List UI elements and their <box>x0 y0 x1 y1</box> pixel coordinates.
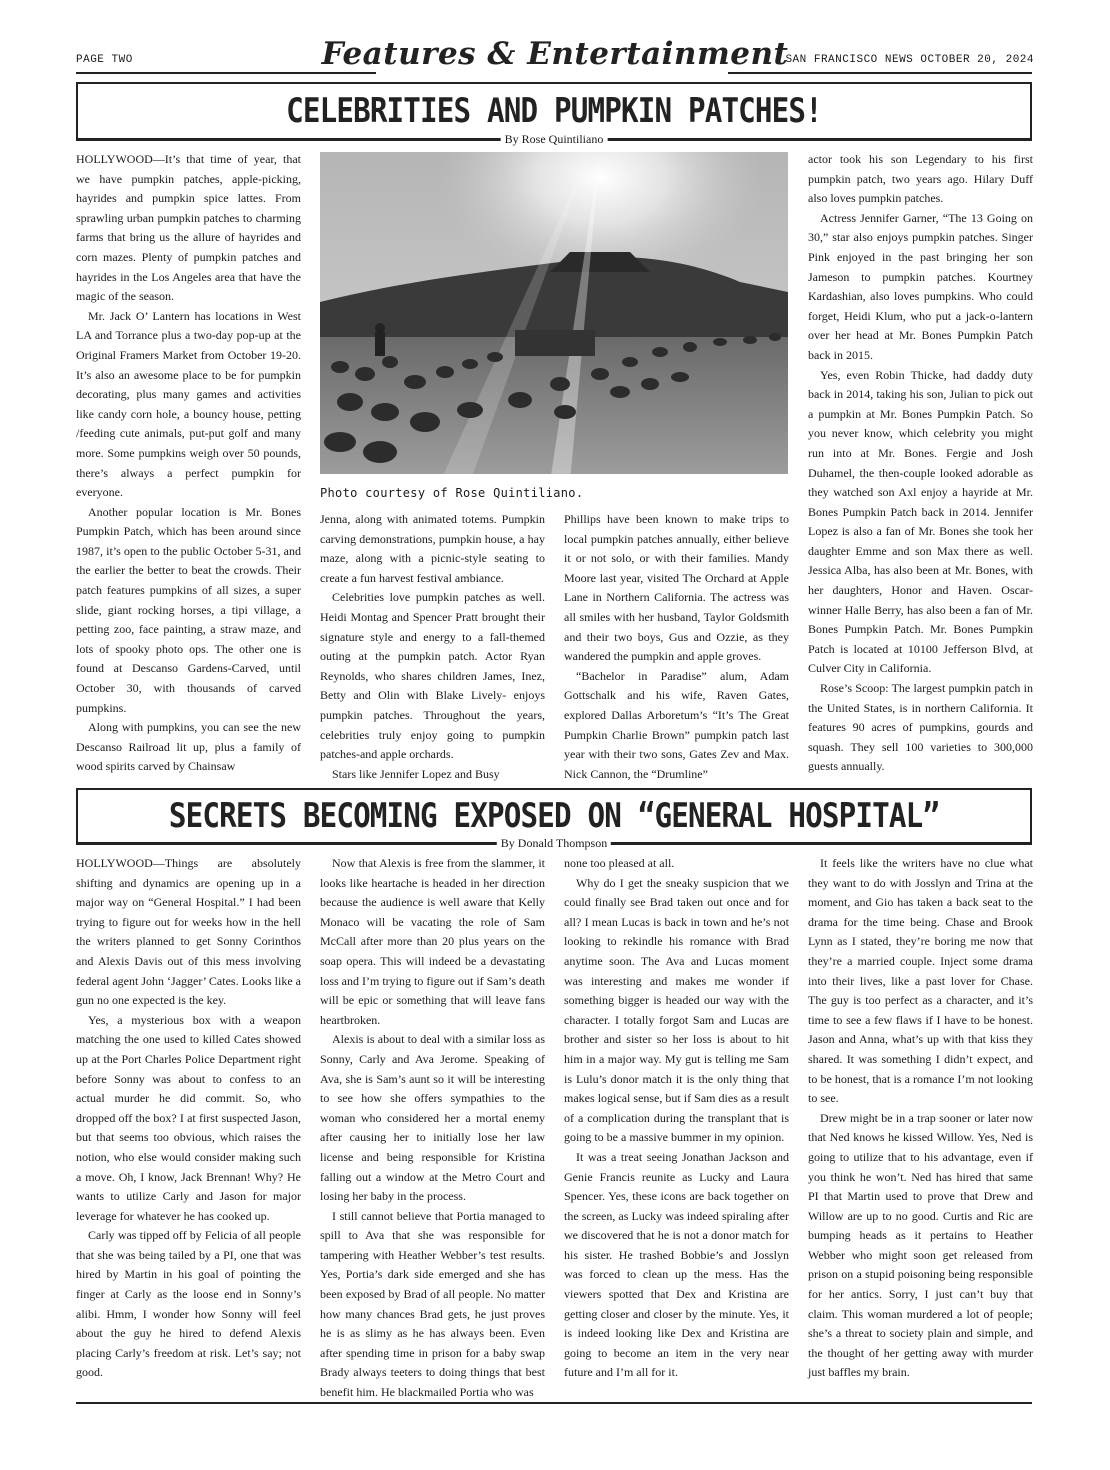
page-label: PAGE TWO <box>76 54 133 66</box>
masthead-rule-left <box>76 72 376 74</box>
paragraph: Carly was tipped off by Felicia of all people that she was being tailed by a PI, one that was hired by Martin in his goal of pointing the finger at Carly as the loose end in Sonny’s alibi. Hmm, I wonder how Sonny will feel about the guy he hired to defend Alexis placing Carly’s freedom at risk. Let’s say; not good. <box>76 1228 301 1380</box>
paragraph: Now that Alexis is free from the slammer, it looks like heartache is headed in her direction because the audience is well aware that Kelly Monaco will be vacating the role of Sam McCall after more than 20 plus years on the soap opera. This will indeed be a devastating loss and I’m trying to figure out if Sam’s death will be epic or something that will leave fans heartbroken. <box>320 856 545 1027</box>
article2-column-2 <box>320 854 545 1403</box>
article2-byline-row <box>76 836 1032 852</box>
paper-dateline: SAN FRANCISCO NEWS OCTOBER 20, 2024 <box>785 54 1034 66</box>
article1-column-2 <box>320 510 545 784</box>
masthead-rule-right <box>728 72 1032 74</box>
paragraph: none too pleased at all. <box>564 856 675 870</box>
paragraph: Along with pumpkins, you can see the new Descanso Railroad lit up, plus a family of wood spirits carved by Chainsaw <box>76 720 301 774</box>
article2-column-1 <box>76 854 301 1383</box>
paragraph: Why do I get the sneaky suspicion that we could finally see Brad taken out once and for all? I mean Lucas is back in town and he’s not looking to rekindle his romance with Brad anytime soon. The Ava and Lucas moment was interesting and makes me wonder if something bigger is headed our way with the character. I totally forgot Sam and Lucas are brother and sister so her loss is about to hit him in a major way. My gut is telling me Sam is Lulu’s donor match it is the only thing that makes logical sense, but if Sam dies as a result of a complication during the transplant that is going to be a massive bummer in my opinion. <box>564 875 789 1145</box>
paragraph: Another popular location is Mr. Bones Pumpkin Patch, which has been around since 1987, it’s open to the public October 5-31, and the earlier the better to beat the crowds. Their patch features pumpkins of all sizes, a super slide, giant rocking horses, a tipi village, a petting zoo, face painting, a straw maze, and lots of spooky photo ops. The other one is found at Descanso Gardens-Carved, until October 30, with thousands of carved pumpkins. <box>76 504 301 715</box>
article2-column-4 <box>808 854 1033 1383</box>
paragraph: Drew might be in a trap sooner or later now that Ned knows he kissed Willow. Yes, Ned is going to utilize that to his advantage, even if you think he won’t. Ned has hired that same PI that Martin used to prove that Drew and Willow are up to no good. Curtis and Ric are bumping heads as it pertains to Heather Webber who might soon get released from prison on a stupid poisoning being responsible for her antics. Sorry, I just can’t buy that claim. This woman murdered a lot of people; she’s a threat to society plain and simple, and the thought of her getting away with murder just baffles my brain. <box>808 1110 1033 1380</box>
paragraph: Alexis is about to deal with a similar loss as Sonny, Carly and Ava Jerome. Speaking of Ava, she is Sam’s aunt so it will be interesting to see how she offers sympathies to the woman who considered her a mortal enemy after causing her to initially lose her law license and being responsible for Kristina falling out a window at the Metro Court and losing her baby in the process. <box>320 1032 545 1204</box>
paragraph: Actress Jennifer Garner, “The 13 Going on 30,” star also enjoys pumpkin patches. Singer Pink enjoyed in the past bringing her son Jameson to pumpkin patches. Kourtney Kardashian, also loves pumpkins. Who could forget, Heidi Klum, who put a jack-o-lantern over her head at Mr. Bones Pumpkin Patch back in 2015. <box>808 210 1033 362</box>
paragraph: I still cannot believe that Portia managed to spill to Ava that she was responsible for tampering with Heather Webber’s test results. Yes, Portia’s dark side emerged and she has been exposed by Brad of all people. No matter how many chances Brad gets, he just proves he is as slimy as he has always been. Even after spending time in prison for a baby swap Brady always teeters to doing things that best benefit him. He blackmailed Portia who was <box>320 1208 545 1400</box>
paragraph: It was a treat seeing Jonathan Jackson and Genie Francis reunite as Lucky and Laura Spencer. Yes, these icons are back together on the screen, as Lucky was indeed spiraling after we discovered that he is not a donor match for his sister. He trashed Bobbie’s and Josslyn was forced to clean up the mess. Has the viewers spotted that Dex and Kristina are getting closer and closer by the minute. Yes, it is indeed looking like Dex and Kristina are going to become an item in the very near future and I’m all for it. <box>564 1149 789 1380</box>
article2-column-3 <box>564 854 789 1383</box>
article1-column-4 <box>808 150 1033 777</box>
article1-column-1 <box>76 150 301 777</box>
article1-byline: By Rose Quintiliano <box>501 132 608 147</box>
paragraph: HOLLYWOOD—Things are absolutely shifting and dynamics are opening up in a major way on “General Hospital.” I had been trying to figure out for weeks how in the hell the writers planned to get Sonny Corinthos and Alexis Davis out of this mess involving federal agent John ‘Jagger’ Cates. Looks like a gun no one expected is the key. <box>76 856 301 1008</box>
pumpkin-patch-photo-image <box>320 152 788 474</box>
pumpkin-patch-photo <box>320 152 788 474</box>
paragraph: Jenna, along with animated totems. Pumpkin carving demonstrations, pumpkin house, a hay maze, along with a picnic-style seating to create a fun harvest festival ambiance. <box>320 512 545 585</box>
article1-headline: CELEBRITIES AND PUMPKIN PATCHES! <box>286 91 822 131</box>
bottom-rule <box>76 1402 1032 1404</box>
photo-caption: Photo courtesy of Rose Quintiliano. <box>320 486 584 500</box>
paragraph: HOLLYWOOD—It’s that time of year, that we have pumpkin patches, apple-picking, hayrides and pumpkin spice lattes. From sprawling urban pumpkin patches to charming farms that bring us the allure of hayrides and corn mazes. Plenty of pumpkin patches and hayrides in the Los Angeles area that have the magic of the season. <box>76 152 301 304</box>
article1-column-3 <box>564 510 789 784</box>
paragraph: Celebrities love pumpkin patches as well. Heidi Montag and Spencer Pratt brought their signature style and energy to a fall-themed outing at the pumpkin patch. Actor Ryan Reynolds, who shares children James, Inez, Betty and Olin with Blake Lively- enjoys pumpkin patches. Throughout the years, celebrities truly enjoy going to pumpkin patches-and apple orchards. <box>320 590 545 762</box>
section-title: Features & Entertainment <box>0 36 1110 72</box>
paragraph: Phillips have been known to make trips to local pumpkin patches annually, either believe it or not solo, or with their families. Mandy Moore last year, visited The Orchard at Apple Lane in Northern California. The actress was all smiles with her husband, Taylor Goldsmith and their two boys, Gus and Ozzie, as they wandered the pumpkin and apple groves. <box>564 512 789 664</box>
article2-byline: By Donald Thompson <box>497 836 611 851</box>
paragraph: Yes, a mysterious box with a weapon matching the one used to killed Cates showed up at the Port Charles Police Department right before Sonny was about to confess to an actual murder he did commit. So, who dropped off the box? I at first suspected Jason, but that seems too obvious, which raises the notion, who else would consider making such a move. Oh, I know, Jack Brennan! Why? He wants to utilize Carly and Jason for major leverage for whatever he has cooked up. <box>76 1012 301 1223</box>
paragraph: actor took his son Legendary to his first pumpkin patch, two years ago. Hilary Duff also loves pumpkin patches. <box>808 152 1033 206</box>
paragraph: “Bachelor in Paradise” alum, Adam Gottschalk and his wife, Raven Gates, explored Dallas Arboretum’s “It’s The Great Pumpkin Charlie Brown” pumpkin patch last year with their two sons, Gates Zev and Max. Nick Cannon, the “Drumline” <box>564 668 789 781</box>
paragraph: Stars like Jennifer Lopez and Busy <box>332 766 500 781</box>
paragraph: It feels like the writers have no clue what they want to do with Josslyn and Trina at the moment, and Gio has taken a back seat to the drama for the time being. Chase and Brook Lynn as I stated, they’re boring me now that they’re a married couple. Inject some drama into their lives, like a past lover for Chase. The guy is too perfect as a character, and it’s time to see a few flaws if I have to be honest. Jason and Anna, what’s up with that kiss they shared. It was something I didn’t expect, and to be honest, that is a romance I’m not looking to see. <box>808 856 1033 1106</box>
paragraph: Mr. Jack O’ Lantern has locations in West LA and Torrance plus a two-day pop-up at the Original Framers Market from October 19-20. It’s also an awesome place to be for pumpkin decorating, plus many games and activities like candy corn hole, a bouncy house, petting /feeding cute animals, put-put golf and many more. Some pumpkins weigh over 50 pounds, there’s always a perfect pumpkin for everyone. <box>76 308 301 500</box>
article1-byline-row <box>76 132 1032 148</box>
paragraph: Rose’s Scoop: The largest pumpkin patch in the United States, is in northern California. It features 90 acres of pumpkins, gourds and squash. They sell 100 varieties to 300,000 guests annually. <box>808 681 1033 774</box>
article2-headline: SECRETS BECOMING EXPOSED ON “GENERAL HOSPITAL” <box>168 796 940 836</box>
paragraph: Yes, even Robin Thicke, had daddy duty back in 2014, taking his son, Julian to pick out a pumpkin at Mr. Bones Pumpkin Patch. So you never know, which celebrity you might run into at Mr. Bones. Fergie and Josh Duhamel, the then-couple looked adorable as they watched son Axl enjoy a hayride at Mr. Bones Pumpkin Patch back in 2014. Jennifer Lopez is also a fan of Mr. Bones she took her daughter Emme and son Max there as well. Jessica Alba, has also been at Mr. Bones, with her daughters, Honor and Haven. Oscar-winner Halle Berry, has also been a fan of Mr. Bones Pumpkin Patch. Mr. Bones Pumpkin Patch is located at 10100 Jefferson Blvd, at Culver City in California. <box>808 367 1033 676</box>
